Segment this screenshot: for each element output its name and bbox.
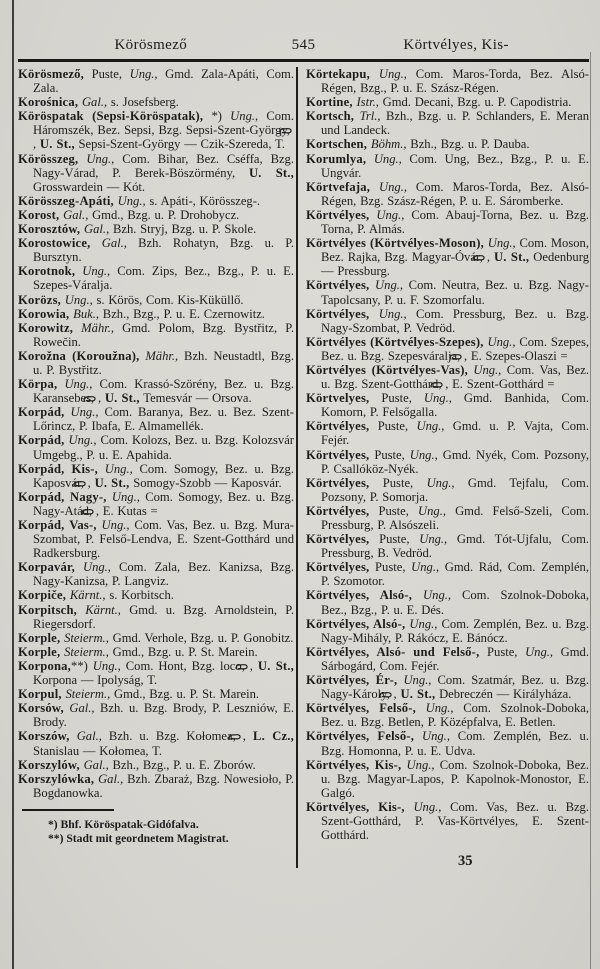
entry — [306, 673, 589, 701]
entry — [306, 645, 589, 673]
region-abbreviation: Ung., — [409, 447, 438, 462]
entry — [18, 109, 294, 151]
entry-text: Bzh., Bzg., P. u. E. Czernowitz. — [99, 306, 265, 321]
entry-headword: Körtekapu, — [306, 67, 370, 81]
entry-text: Com. Maros-Torda, Bez. Alsó-Régen, Bzg. Szász-Régen, P. u. E. Sáromberke. — [321, 179, 589, 208]
entry-text: Gmd. Decani, Bzg. u. P. Capodistria. — [378, 95, 572, 110]
region-abbreviation: Ung., — [373, 151, 402, 166]
entry — [18, 631, 294, 645]
gazetteer-page — [18, 0, 589, 868]
entry-text: Com. Háromszék, Bez. Sepsi, Bzg. Sepsi-Szent-György, — [33, 109, 295, 138]
region-abbreviation: Ung., — [376, 207, 405, 222]
entry-text: Puste, — [369, 447, 410, 462]
entry-text: , — [393, 687, 401, 702]
entry-text: Bzh. Neustadtl, Bzg. u. P. Bystřitz. — [33, 348, 295, 377]
region-abbreviation: Ung., — [64, 377, 93, 392]
entry-text: , — [33, 137, 40, 152]
entry-headword: Körpa, — [18, 377, 58, 392]
entry-headword: Korumlya, — [306, 151, 367, 166]
entry-headword: U. St., — [39, 137, 75, 152]
region-abbreviation: Ung., — [416, 419, 445, 434]
entry — [18, 758, 294, 772]
entry-text — [414, 729, 422, 743]
entry — [306, 152, 589, 180]
entry-text: Com. Szatmár, Bez. u. Bzg. Nagy-Károly, — [321, 673, 589, 702]
region-abbreviation: Ung., — [419, 532, 448, 547]
entry-headword: Körtvefaja, — [306, 179, 371, 194]
region-abbreviation: Gal., — [98, 771, 124, 786]
entry — [306, 278, 589, 306]
region-abbreviation: Gal., — [63, 207, 89, 222]
header-last-entry-keyword: Körtvélyes, Kis- — [403, 37, 509, 53]
region-abbreviation: Ung., — [473, 362, 502, 377]
region-abbreviation: Kärnt., — [85, 602, 121, 617]
entry-text: Stanislau — Kołomea, T. — [33, 743, 163, 758]
entry-text: s. Körös, Com. Kis-Küküllő. — [92, 292, 244, 307]
entry-text: Com. Zemplén, Bez. u. Bzg. Homonna, P. u. E. Udva. — [321, 729, 590, 758]
entry — [18, 67, 294, 95]
entry — [306, 560, 589, 588]
entry-headword: Körtvélyes, Alsó-, — [306, 588, 413, 603]
entry-headword: Korpona, — [18, 658, 72, 673]
entry-text: Korpona — Ipolyság, T. — [33, 673, 158, 688]
running-header — [18, 0, 589, 54]
entry-headword: Korpád, Kis-, — [18, 461, 99, 476]
column-divider-rule — [296, 67, 298, 868]
entry-text: Bzh. Rohatyn, Bzg. u. P. Bursztyn. — [33, 236, 295, 265]
entry — [306, 109, 589, 137]
header-first-entry-keyword: Körösmező — [114, 37, 188, 53]
entry — [306, 758, 589, 800]
entry-text: Com. Krassó-Szörény, Bez. u. Bzg. Karansebes, — [33, 377, 294, 406]
entry — [306, 335, 589, 363]
region-abbreviation: Ung., — [104, 461, 133, 476]
region-abbreviation: Ung., — [406, 757, 435, 772]
entry — [306, 701, 589, 729]
entry-headword: Korostowice, — [18, 236, 91, 251]
entry-headword: Körtvélyes (Körtvélyes-Moson), — [306, 236, 484, 251]
entry-text: Com. Somogy, Bez. u. Bzg. Nagy-Atád, — [33, 489, 295, 518]
entry-headword: Körtvélyes, — [306, 278, 370, 293]
footnote-rule — [22, 809, 114, 811]
entry — [306, 476, 589, 504]
region-abbreviation: Ung., — [525, 644, 554, 659]
entry — [18, 560, 294, 588]
region-abbreviation: Ung., — [411, 560, 440, 575]
entry-text: Com. Szepes, Bez. u. Bzg. Szepesváralja, — [321, 334, 589, 363]
entry — [18, 462, 294, 490]
entry-text: Bzh. Stryj, Bzg. u. P. Skole. — [109, 222, 257, 237]
entry-text: Grosswardein — Kót. — [33, 179, 146, 194]
entry-text: Com. Szolnok-Doboka, Bez. u. Bzg. Magyar-Lapos, P. Kapolnok-Monostor, E. Galgó. — [321, 757, 590, 800]
entry — [306, 137, 589, 151]
left-column — [18, 67, 294, 868]
entry-text: , — [486, 250, 495, 265]
entry — [306, 617, 589, 645]
entry-headword: Körtvélyes, Alsó- und Felső-, — [306, 644, 480, 659]
entry-headword: Korožna (Koroužna), — [18, 348, 140, 363]
region-abbreviation: Gal., — [101, 236, 127, 251]
entry-text: Puste, — [369, 560, 412, 575]
entry — [18, 772, 294, 800]
entry-text: Puste, — [369, 419, 417, 434]
entry-headword: U. St., — [104, 391, 140, 406]
entry-text: Oedenburg — Pressburg. — [321, 250, 589, 279]
entry-text: , E. Szent-Gotthárd = — [445, 377, 555, 392]
entry-headword: Korszylówka, — [18, 771, 95, 786]
entry — [18, 236, 294, 264]
entry-text: Gmd. Felső-Szeli, Com. Pressburg, P. Alsószeli. — [321, 503, 590, 532]
entry-headword: Körtvélyes (Körtvélyes-Szepes), — [306, 334, 484, 349]
region-abbreviation: Ung., — [64, 292, 93, 307]
header-page-number: 545 — [291, 37, 316, 53]
region-abbreviation: Ung., — [403, 673, 432, 688]
entry-text: **) — [71, 658, 93, 673]
entry-text: Gmd. u. P. Vajta, Com. Fejér. — [321, 419, 589, 448]
region-abbreviation: Ung., — [409, 616, 438, 631]
region-abbreviation: Ung., — [423, 588, 452, 603]
entry-headword: Körtvélyes, — [306, 560, 370, 575]
entry — [306, 363, 589, 391]
entry-headword: Korost, — [18, 207, 60, 222]
entry-text: Com. Hont, Bzg. loco, — [120, 658, 250, 673]
entry-text: , — [97, 391, 105, 406]
entry-text — [370, 180, 379, 194]
entry-headword: Körtvélyes, — [306, 532, 370, 547]
entry-headword: Körtvélyes, — [306, 475, 370, 490]
entry-text: Bzh. u. Bzg. Brody, P. Leszniów, E. Brody. — [33, 701, 294, 730]
entry-text: Gmd. Polom, Bzg. Bystřitz, P. Rowečin. — [33, 320, 294, 349]
region-abbreviation: Istr., — [356, 95, 379, 110]
entry-text: , — [249, 658, 258, 673]
entry-headword: Korpád, Nagy-, — [18, 489, 107, 504]
entry-text: Com. Somogy, Bez. u. Bzg. Kaposvár, — [33, 461, 295, 490]
two-column-body — [18, 67, 589, 868]
footnote: **) Stadt mit geordnetem Magistrat. — [48, 832, 229, 846]
entry — [18, 687, 294, 701]
entry-headword: Körtvélyes, Ér-, — [306, 673, 398, 688]
entry-headword: Körtvélyes, Alsó-, — [306, 616, 406, 631]
entry-text: Com. Vas, Bez. u. Bzg. Mura-Szombat, P. Felső-Lendva, E. Szent-Gotthárd und Radkersburg. — [33, 518, 294, 561]
entry-text: Gmd., Bzg. u. P. St. Marein. — [108, 644, 258, 659]
entry-text: Gmd. Banhida, Com. Komorn, P. Felsőgalla. — [321, 391, 590, 420]
entry-headword: Korpul, — [18, 687, 62, 702]
entry-headword: Korsów, — [18, 701, 64, 716]
entry-headword: Korözs, — [18, 292, 62, 307]
entry-text — [416, 701, 426, 715]
region-abbreviation: Ung., — [68, 433, 97, 448]
entry — [18, 321, 294, 349]
entry-headword: Korszów, — [18, 729, 70, 744]
page-gutter-edge — [12, 0, 14, 969]
entry-headword: Körösszeg, — [18, 151, 79, 166]
entry-headword: Korpád, — [18, 433, 65, 448]
entry — [18, 208, 294, 222]
entry — [18, 307, 294, 321]
entry-headword: Korpiče, — [18, 588, 67, 603]
entry — [18, 194, 294, 208]
entry — [18, 518, 294, 560]
entry — [18, 433, 294, 461]
entry — [18, 603, 294, 631]
entry-headword: Körösmező, — [18, 67, 84, 81]
entry-headword: Korpitsch, — [18, 602, 78, 617]
entry — [18, 405, 294, 433]
entry-text: Bzh., Bzg., P. u. E. Zborów. — [108, 757, 256, 772]
entry-headword: Körtvélyes, Felső-, — [306, 729, 415, 744]
entry-headword: L. Cz., — [253, 729, 295, 744]
entry — [306, 391, 589, 419]
entry-text: Puste, — [369, 391, 424, 406]
region-abbreviation: Ung., — [423, 391, 452, 406]
region-abbreviation: Ung., — [379, 179, 407, 194]
entry-headword: Körösszeg-Apáti, — [18, 193, 114, 208]
entry — [306, 180, 589, 208]
entry-text — [369, 307, 378, 321]
region-abbreviation: Ung., — [418, 503, 446, 518]
entry-text — [73, 321, 81, 335]
entry-text: Puste, — [369, 503, 418, 518]
region-abbreviation: Steierm., — [65, 687, 111, 702]
entry — [18, 222, 294, 236]
entry-headword: Korośnica, — [18, 95, 79, 110]
entry-text: Gmd. Verhole, Bzg. u. P. Gonobitz. — [108, 630, 294, 645]
sheet-number: 35 — [458, 853, 473, 870]
entry-headword: Korpavár, — [18, 560, 75, 575]
entry — [18, 645, 294, 659]
region-abbreviation: Ung., — [378, 67, 407, 81]
region-abbreviation: Ung., — [487, 236, 516, 251]
entry-headword: Korosztów, — [18, 222, 81, 237]
entry-headword: U. St., — [249, 165, 295, 180]
entry-headword: U. St., — [257, 658, 294, 673]
entry-text: s. Apáti-, Körösszeg-. — [145, 193, 261, 208]
entry-headword: Korowia, — [18, 306, 70, 321]
entry-headword: Korpád, Vas-, — [18, 518, 97, 532]
entry-text: Com. Maros-Torda, Bez. Alsó-Régen, Bzg., P. u. E. Szász-Régen. — [321, 67, 589, 96]
entry-text: Puste, — [84, 67, 130, 81]
region-abbreviation: Kärnt., — [69, 588, 106, 603]
entry — [18, 349, 294, 377]
entry — [18, 588, 294, 602]
entry-headword: Körtvélyes, Kis-, — [306, 757, 402, 772]
region-abbreviation: Mähr., — [81, 320, 115, 335]
region-abbreviation: Ung., — [117, 193, 146, 208]
entry-headword: Korszylów, — [18, 757, 80, 772]
region-abbreviation: Gal., — [81, 95, 108, 110]
entry-headword: Kortschen, — [306, 137, 368, 152]
entry-text: Com. Bihar, Bez. Cséffa, Bzg. Nagy-Várad, P. Berek-Böszörmény, — [33, 151, 294, 180]
entry-text: Com. Abauj-Torna, Bez. u. Bzg. Torna, P. Almás. — [321, 207, 590, 237]
region-abbreviation: Steierm., — [64, 644, 109, 659]
entry-text: Gmd. Nyék, Com. Pozsony, P. Csallóköz-Nyék. — [321, 447, 589, 476]
entry-text — [90, 236, 101, 250]
entry-headword: Korowitz, — [18, 320, 74, 335]
entry-headword: Köröspatak (Sepsi-Köröspatak), — [18, 109, 204, 124]
entry-text — [98, 462, 105, 476]
region-abbreviation: Ung., — [82, 264, 111, 279]
entry-text: Puste, — [369, 532, 420, 547]
entry-text — [412, 588, 423, 602]
region-abbreviation: Gal., — [84, 222, 110, 237]
region-abbreviation: Ung., — [230, 109, 259, 124]
region-abbreviation: Ung., — [426, 475, 455, 490]
entry-headword: Korple, — [18, 630, 61, 645]
region-abbreviation: Ung., — [375, 278, 404, 293]
entry-text: Com. Kolozs, Bez. u. Bzg. Kolozsvár Umgebg., P. u. E. Apahida. — [33, 433, 295, 462]
entry-text: , — [87, 475, 95, 490]
entry-text: Temesvár — Orsova. — [139, 391, 252, 406]
region-abbreviation: Ung., — [378, 306, 407, 321]
entry-text — [370, 67, 379, 81]
entry — [306, 800, 589, 842]
footnote: *) Bhf. Köröspatak-Gidófalva. — [48, 817, 199, 831]
entry-text: Com. Ung, Bez., Bzg., P. u. E. Ungvár. — [321, 151, 589, 180]
entry-text: , E. Kutas = — [95, 503, 158, 518]
entry-text: Somogy-Szobb — Kaposvár. — [129, 475, 282, 490]
entry — [18, 264, 294, 292]
entry-text: Com. Baranya, Bez. u. Bez. Szent-Lőrincz, P. Ibafa, E. Almamellék. — [33, 405, 295, 434]
entry-headword: Körtvelyes, — [306, 391, 370, 406]
entry — [18, 377, 294, 405]
entry-text: Bzh. u. Bzg. Kołomea, — [101, 729, 243, 744]
entry-text: *) — [203, 109, 231, 124]
entry-text: Com. Zala, Bez. Kanizsa, Bzg. Nagy-Kanizsa, P. Langviz. — [33, 560, 294, 589]
region-abbreviation: Ung., — [86, 151, 115, 166]
entry-headword: Körtvélyes (Körtvélyes-Vas), — [306, 362, 468, 377]
entry — [18, 701, 294, 729]
region-abbreviation: Ung., — [425, 701, 454, 716]
entry-headword: Körtvélyes, Felső-, — [306, 701, 416, 716]
entry-headword: Körtvélyes, — [306, 419, 370, 434]
entry-text: Gmd., Bzg. u. P. Drohobycz. — [88, 207, 240, 222]
entry — [18, 95, 294, 109]
entry — [306, 588, 589, 616]
entry-text: Gmd. Sárbogárd, Com. Fejér. — [321, 644, 589, 673]
entry-headword: Kortine, — [306, 95, 353, 110]
entry — [306, 729, 589, 757]
entry — [18, 152, 294, 194]
entry-text: Gmd. Zala-Apáti, Com. Zala. — [33, 67, 294, 96]
entry-headword: U. St., — [94, 475, 130, 490]
region-abbreviation: Gal., — [69, 701, 95, 716]
region-abbreviation: Ung., — [92, 658, 121, 673]
right-column — [302, 67, 589, 868]
region-abbreviation: Gal., — [76, 729, 102, 744]
region-abbreviation: Ung., — [487, 334, 516, 349]
entry-text — [70, 729, 77, 743]
region-abbreviation: Böhm., — [370, 137, 407, 152]
entry — [18, 659, 294, 687]
entry — [306, 504, 589, 532]
entry-headword: Körtvélyes, — [306, 306, 370, 321]
entry — [306, 307, 589, 335]
entry-text: Com. Szolnok-Doboka, Bez., Bzg., P. u. E. Dés. — [321, 588, 589, 617]
entry-text: Gmd. Rád, Com. Zemplén, P. Szomotor. — [321, 560, 589, 589]
entry-headword: U. St., — [400, 687, 436, 702]
entry-text: Com. Vas, Bez. u. Bzg. Szent-Gotthárd, — [321, 362, 589, 392]
entry-text: Sepsi-Szent-György — Czik-Szereda, T. — [74, 137, 285, 152]
entry-text: Bzh., Bzg. u. P. Dauba. — [406, 137, 530, 152]
entry — [306, 448, 589, 476]
region-abbreviation: Trl., — [359, 109, 381, 124]
entry-text: Debreczén — Királyháza. — [435, 687, 572, 702]
entry-headword: Körtvélyes, — [306, 503, 370, 518]
entry-headword: Körtvélyes, Kis-, — [306, 799, 405, 814]
entry-headword: U. St., — [494, 250, 530, 265]
header-rule — [18, 59, 589, 62]
entry — [18, 293, 294, 307]
entry — [18, 729, 294, 757]
entry-text: Com. Zips, Bez., Bzg., P. u. E. Szepes-Váralja. — [33, 264, 294, 293]
entry-headword: Körtvélyes, — [306, 207, 370, 222]
entry-text: Com. Moson, Bez. Rajka, Bzg. Magyar-Óvár, — [321, 236, 589, 265]
entry — [306, 532, 589, 560]
region-abbreviation: Buk., — [73, 306, 100, 321]
entry-text: Gmd. Tót-Ujfalu, Com. Pressburg, B. Vedröd. — [321, 532, 590, 561]
entry-headword: Kortsch, — [306, 109, 355, 124]
entry-text: Puste, — [479, 644, 526, 659]
entry-headword: Korpád, — [18, 405, 65, 420]
entry — [306, 67, 589, 95]
entry-text: Puste, — [369, 475, 427, 490]
entry-text: , — [242, 729, 254, 744]
region-abbreviation: Ung., — [101, 518, 130, 532]
entry-text — [366, 152, 374, 166]
entry — [306, 419, 589, 447]
entry-text — [75, 560, 83, 574]
region-abbreviation: Steierm., — [64, 630, 109, 645]
region-abbreviation: Ung., — [111, 489, 140, 504]
region-abbreviation: Ung., — [70, 405, 99, 420]
entry-text: Com. Neutra, Bez. u. Bzg. Nagy-Tapolcsany, P. u. F. Szomorfalu. — [321, 278, 590, 307]
entry-text: Com. Vas, Bez. u. Bzg. Szent-Gotthárd, P. Vas-Körtvélyes, E. Szent-Gotthárd. — [321, 799, 590, 843]
region-abbreviation: Ung., — [82, 560, 111, 575]
entry-headword: Korple, — [18, 644, 61, 659]
region-abbreviation: Ung., — [413, 799, 442, 814]
region-abbreviation: Gal., — [83, 757, 109, 772]
entry-text: Com. Zemplén, Bez. u. Bzg. Nagy-Mihály, P. Rákócz, E. Bánócz. — [321, 616, 589, 645]
entry — [18, 490, 294, 518]
entry-text: Gmd. u. Bzg. Arnoldstein, P. Riegersdorf. — [33, 602, 294, 631]
entry-text: Com. Pressburg, Bez. u. Bzg. Nagy-Szombat, P. Vedröd. — [321, 306, 589, 335]
entry — [306, 236, 589, 278]
entry-text: Com. Szolnok-Doboka, Bez. u. Bzg. Betlen, P. Középfalva, E. Betlen. — [321, 701, 589, 730]
region-abbreviation: Mähr., — [145, 348, 179, 363]
entry-text: s. Josefsberg. — [107, 95, 179, 110]
entry-text: s. Korbitsch. — [105, 588, 174, 603]
region-abbreviation: Ung., — [129, 67, 158, 81]
entry-text: Gmd., Bzg. u. P. St. Marein. — [110, 687, 260, 702]
entry-headword: Körtvélyes, — [306, 447, 370, 462]
entry-text: , E. Szepes-Olaszi = — [463, 348, 568, 363]
entry-text: Bzh., Bzg. u. P. Schlanders, E. Meran und Landeck. — [321, 109, 590, 138]
entry — [306, 95, 589, 109]
region-abbreviation: Ung., — [421, 729, 450, 744]
entry-text: Bzh. Zbaraż, Bzg. Nowesioło, P. Bogdanowka. — [33, 771, 294, 800]
entry-headword: Korotnok, — [18, 264, 76, 279]
page-outer-edge — [590, 52, 591, 969]
entry — [306, 208, 589, 236]
entry-text: Gmd. Tejfalu, Com. Pozsony, P. Somorja. — [321, 475, 590, 504]
